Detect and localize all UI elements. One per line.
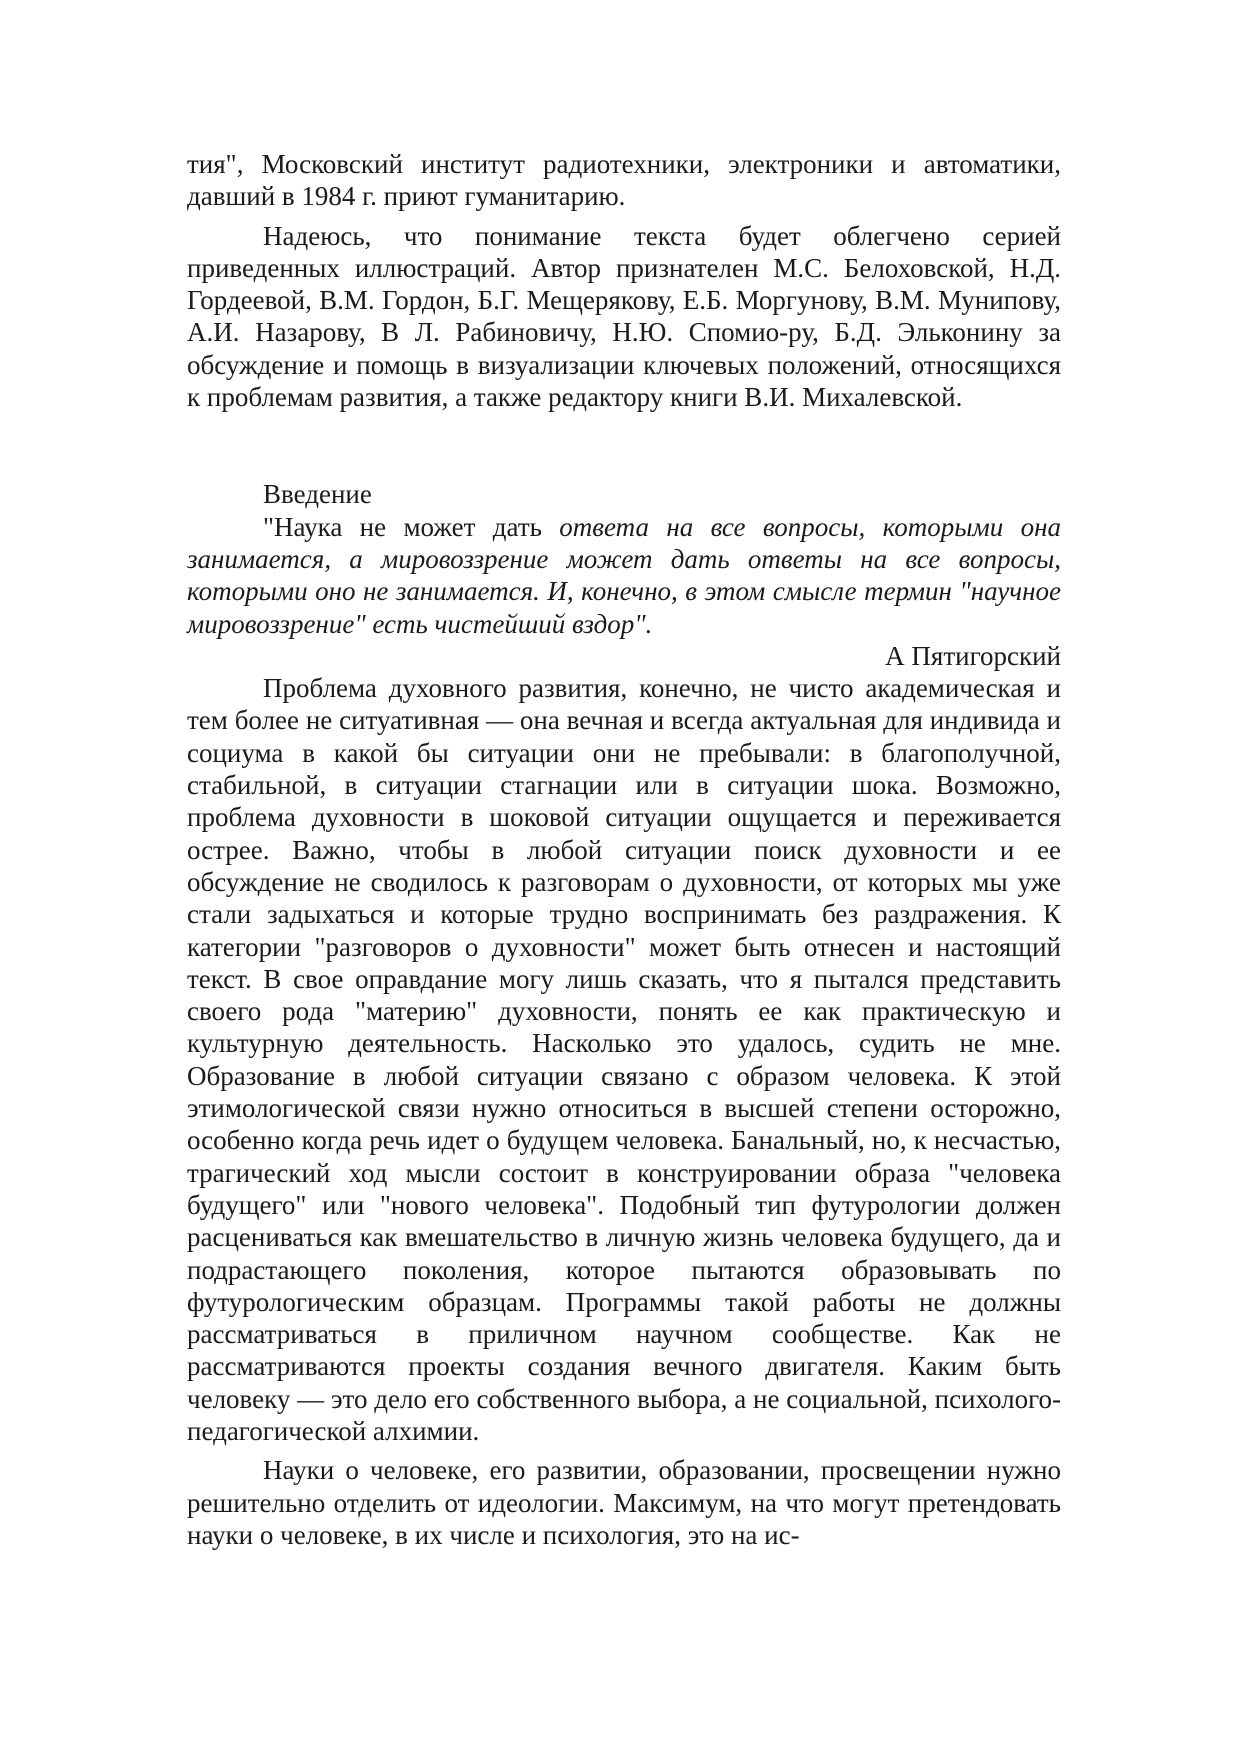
document-page (187, 148, 1061, 1551)
epigraph-plain-text: "Наука не может дать (263, 511, 560, 542)
epigraph (187, 511, 1061, 640)
epigraph-italic-text: ответа на все вопросы, которыми она занимается, а мировоззрение может дать ответы на все вопросы, которыми оно не занимается. И, конечно, в этом смысле термин "научное мировоззрение" есть чистейший вздор". (187, 511, 1061, 639)
paragraph-acknowledgements: Надеюсь, что понимание текста будет облегчено серией приведенных иллюстраций. Автор признателен М.С. Белоховской, Н.Д. Гордеевой, В.М. Гордон, Б.Г. Мещерякову, Е.Б. Моргунову, В.М. Мунипову, А.И. Назарову, В Л. Рабиновичу, Н.Ю. Спомио-ру, Б.Д. Эльконину за обсуждение и помощь в визуализации ключевых положений, относящихся к проблемам развития, а также редактору книги В.И. Михалевской. (187, 220, 1061, 413)
paragraph-body-1: Проблема духовного развития, конечно, не чисто академическая и тем более не ситуативная — она вечная и всегда актуальная для индивида и социума в какой бы ситуации они не пребывали: в благополучной, стабильной, в ситуации стагнации или в ситуации шока. Возможно, проблема духовности в шоковой ситуации ощущается и переживается острее. Важно, чтобы в любой ситуации поиск духовности и ее обсуждение не сводилось к разговорам о духовности, от которых мы уже стали задыхаться и которые трудно воспринимать без раздражения. К категории "разговоров о духовности" может быть отнесен и настоящий текст. В свое оправдание могу лишь сказать, что я пытался представить своего рода "материю" духовности, понять ее как практическую и культурную деятельность. Насколько это удалось, судить не мне. Образование в любой ситуации связано с образом человека. К этой этимологической связи нужно относиться в высшей степени осторожно, особенно когда речь идет о будущем человека. Банальный, но, к несчастью, трагический ход мысли состоит в конструировании образа "человека будущего" или "нового человека". Подобный тип футурологии должен расцениваться как вмешательство в личную жизнь человека будущего, да и подрастающего поколения, которое пытаются образовывать по футурологическим образцам. Программы такой работы не должны рассматриваться в приличном научном сообществе. Как не рассматриваются проекты создания вечного двигателя. Каким быть человеку — это дело его собственного выбора, а не социальной, психолого-педагогической алхимии. (187, 673, 1061, 1446)
paragraph-continuation: тия", Московский институт радиотехники, электроники и автоматики, давший в 1984 г. приют гуманитарию. (187, 149, 1061, 212)
epigraph-author: А Пятигорский (885, 640, 1061, 671)
section-heading: Введение (263, 479, 372, 510)
paragraph-body-2: Науки о человеке, его развитии, образовании, просвещении нужно решительно отделить от идеологии. Максимум, на что могут претендовать науки о человеке, в их числе и психология, это на ис- (187, 1455, 1061, 1550)
